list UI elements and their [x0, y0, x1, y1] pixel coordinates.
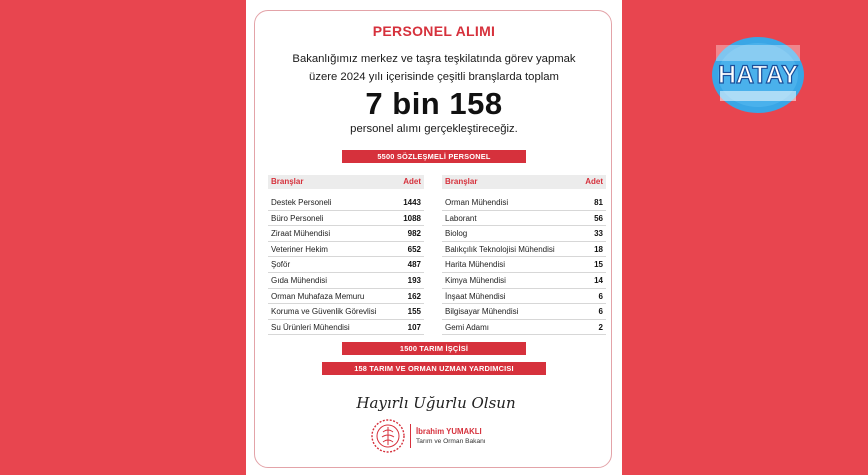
table-row: [268, 242, 424, 258]
table-row: [442, 289, 606, 305]
announcement-poster: [246, 0, 622, 475]
expert-assistants-ribbon: 158 TARIM VE ORMAN UZMAN YARDIMCISI: [322, 362, 546, 375]
branch-name: Gemi Adamı: [445, 322, 490, 332]
table-row: [268, 211, 424, 227]
table-row: [268, 304, 424, 320]
contract-staff-ribbon: 5500 SÖZLEŞMELİ PERSONEL: [342, 150, 526, 163]
branch-name: Veteriner Hekim: [271, 244, 328, 254]
branch-name: Su Ürünleri Mühendisi: [271, 322, 350, 332]
branch-count: 107: [407, 322, 421, 332]
branch-count: 652: [407, 244, 421, 254]
branch-name: Büro Personeli: [271, 213, 324, 223]
table-row: [442, 211, 606, 227]
poster-title: PERSONEL ALIMI: [372, 23, 496, 39]
branch-count: 193: [407, 275, 421, 285]
branch-name: Ziraat Mühendisi: [271, 229, 331, 239]
branch-name: Şoför: [271, 260, 291, 270]
branch-count: 56: [594, 213, 603, 223]
table-row: [442, 257, 606, 273]
right-table-header: [442, 175, 606, 189]
intro-line-2: üzere 2024 yılı içerisinde çeşitli branşlarda toplam: [309, 71, 559, 83]
table-row: [442, 273, 606, 289]
right-rows: [442, 195, 606, 335]
minister-name: İbrahim YUMAKLI: [416, 427, 482, 436]
branch-name: Orman Muhafaza Memuru: [271, 291, 365, 301]
count-header: Adet: [403, 177, 421, 186]
left-table-header: [268, 175, 424, 189]
total-count: 7 bin 158: [365, 86, 503, 121]
branch-count: 15: [594, 260, 603, 270]
left-rows: [268, 195, 424, 335]
table-row: [268, 320, 424, 336]
branch-count: 2: [598, 322, 603, 332]
branch-name: Harita Mühendisi: [445, 260, 506, 270]
branch-count: 14: [594, 275, 603, 285]
outro-text: personel alımı gerçekleştireceğiz.: [350, 123, 518, 135]
minister-title: Tarım ve Orman Bakanı: [416, 438, 486, 445]
ministry-emblem-icon: [370, 418, 406, 454]
right-table: [442, 175, 606, 335]
farm-workers-ribbon: 1500 TARIM İŞÇİSİ: [342, 342, 526, 355]
left-table: [268, 175, 424, 335]
table-row: [268, 273, 424, 289]
branch-header: Branşlar: [271, 177, 304, 186]
table-row: [268, 289, 424, 305]
emblem-divider: [410, 424, 411, 448]
table-row: [442, 320, 606, 336]
intro-line-1: Bakanlığımız merkez ve taşra teşkilatında görev yapmak: [292, 53, 576, 65]
branch-count: 487: [407, 260, 421, 270]
branch-count: 1443: [403, 198, 421, 207]
table-row: [268, 226, 424, 242]
table-row: [442, 226, 606, 242]
branch-name: Biolog: [445, 229, 468, 239]
table-row: [442, 242, 606, 258]
branch-count: 6: [598, 291, 603, 301]
count-header: Adet: [585, 177, 603, 186]
branch-count: 155: [407, 307, 421, 317]
branch-name: İnşaat Mühendisi: [445, 291, 506, 301]
branch-name: Balıkçılık Teknolojisi Mühendisi: [445, 244, 555, 254]
branch-count: 162: [407, 291, 421, 301]
intro-text: [260, 50, 608, 86]
hatay-logo: [706, 35, 810, 115]
branch-count: 33: [594, 229, 603, 239]
branch-count: 982: [407, 229, 421, 239]
branch-count: 81: [594, 198, 603, 207]
branch-name: Koruma ve Güvenlik Görevlisi: [271, 307, 377, 317]
branch-count: 6: [598, 307, 603, 317]
branch-name: Destek Personeli: [271, 198, 332, 207]
table-row: [268, 195, 424, 211]
branch-header: Branşlar: [445, 177, 478, 186]
branch-name: Orman Mühendisi: [445, 198, 509, 207]
branch-count: 18: [594, 244, 603, 254]
table-row: [442, 304, 606, 320]
branch-name: Kimya Mühendisi: [445, 275, 506, 285]
table-row: [442, 195, 606, 211]
handwritten-signature: Hayırlı Uğurlu Olsun: [356, 394, 516, 412]
branch-name: Laborant: [445, 213, 477, 223]
logo-text: HATAY: [717, 61, 799, 89]
branch-name: Gıda Mühendisi: [271, 275, 328, 285]
table-row: [268, 257, 424, 273]
branch-name: Bilgisayar Mühendisi: [445, 307, 519, 317]
branch-count: 1088: [403, 213, 421, 223]
